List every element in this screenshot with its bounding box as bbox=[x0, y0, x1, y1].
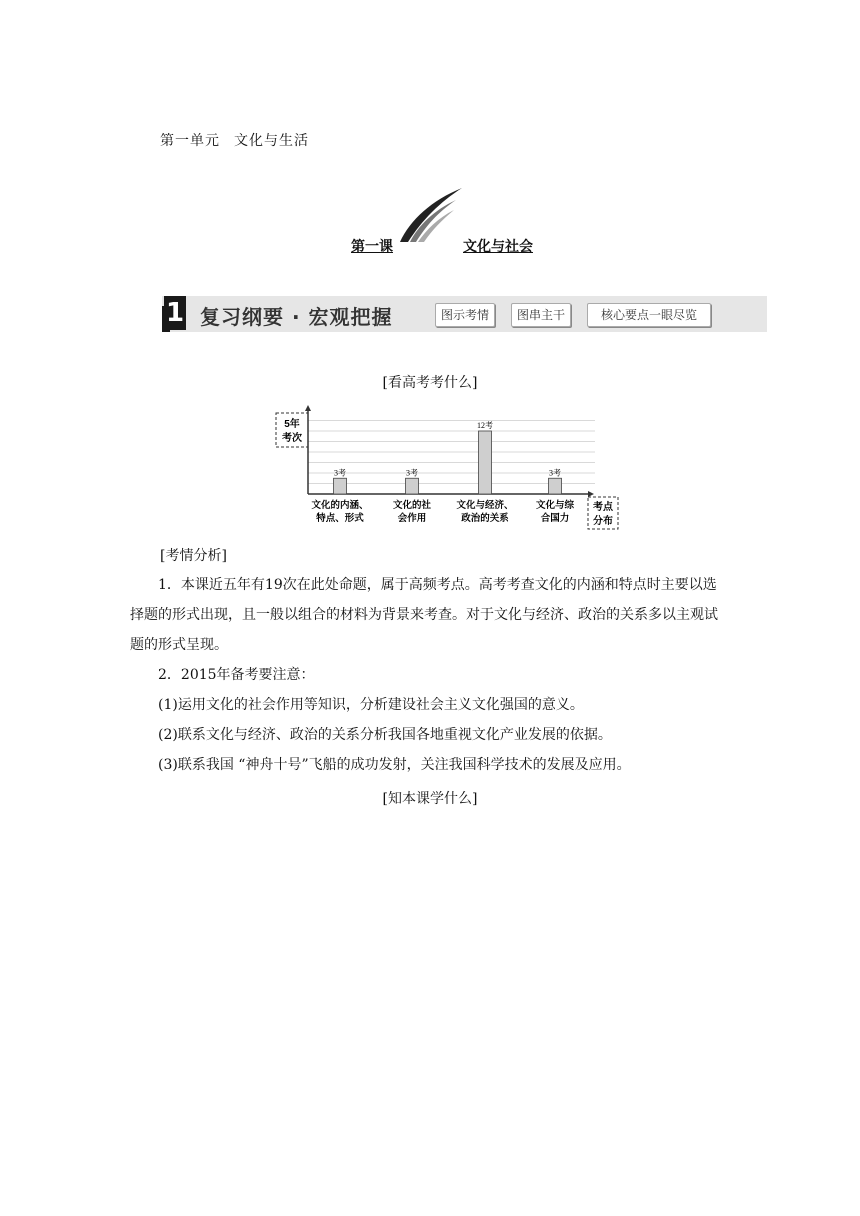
key-points-button[interactable]: 核心要点一眼尽览 bbox=[587, 303, 711, 327]
bar-data-label: 3考 bbox=[406, 468, 418, 478]
bar-data-label: 3考 bbox=[549, 468, 561, 478]
exam-heading: [看高考考什么] bbox=[382, 375, 478, 391]
category-label: 政治的关系 bbox=[461, 513, 509, 524]
y-axis-arrow bbox=[305, 405, 311, 411]
exam-frequency-chart bbox=[270, 405, 630, 530]
unit-name: 文化与生活 bbox=[234, 133, 309, 149]
exam-chart-button[interactable]: 图示考情 bbox=[435, 303, 495, 327]
analysis-paragraph-1: 1．本课近五年有19次在此处命题，属于高频考点。高考考查文化的内涵和特点时主要以选择题的形式出现，且一般以组合的材料为背景来考查。对于文化与经济、政治的关系多以主观试题的形式呈现。 bbox=[130, 577, 718, 653]
learn-heading: [知本课学什么] bbox=[382, 791, 478, 807]
bar bbox=[334, 478, 347, 494]
bar bbox=[406, 478, 419, 494]
category-label: 文化与综 bbox=[535, 500, 575, 511]
bar-data-label: 12考 bbox=[477, 421, 493, 430]
swoosh-icon bbox=[396, 186, 468, 246]
y-axis-label-line2: 考次 bbox=[282, 433, 302, 444]
review-banner bbox=[162, 296, 767, 332]
banner-title: 复习纲要 · 宏观把握 bbox=[200, 305, 393, 329]
analysis-item-1: (1)运用文化的社会作用等知识，分析建设社会主义文化强国的意义。 bbox=[158, 697, 584, 713]
category-label: 文化的内涵、 bbox=[311, 500, 369, 511]
category-label: 合国力 bbox=[540, 513, 570, 524]
x-axis-label-line2: 分布 bbox=[593, 516, 613, 527]
analysis-item-3: (3)联系我国 “神舟十号”飞船的成功发射，关注我国科学技术的发展及应用。 bbox=[158, 757, 631, 773]
analysis-heading: [考情分析] bbox=[160, 548, 227, 564]
x-axis-label-line1: 考点 bbox=[593, 502, 613, 513]
lesson-number: 第一课 bbox=[351, 239, 393, 255]
x-axis-arrow bbox=[588, 491, 594, 497]
bar-data-label: 3考 bbox=[334, 468, 346, 478]
bar bbox=[479, 431, 492, 494]
lesson-title: 文化与社会 bbox=[463, 239, 533, 255]
unit-label: 第一单元 bbox=[160, 133, 220, 149]
banner-number: 1 bbox=[165, 298, 185, 328]
bar bbox=[549, 478, 562, 494]
category-label: 文化的社 bbox=[392, 500, 432, 511]
chart-categories bbox=[311, 499, 574, 524]
main-thread-button[interactable]: 图串主干 bbox=[511, 303, 571, 327]
category-label: 文化与经济、 bbox=[456, 500, 514, 511]
analysis-paragraph-2: 2．2015年备考要注意： bbox=[158, 667, 315, 683]
category-label: 会作用 bbox=[397, 513, 427, 524]
analysis-item-2: (2)联系文化与经济、政治的关系分析我国各地重视文化产业发展的依据。 bbox=[158, 727, 612, 743]
unit-title bbox=[160, 130, 309, 150]
category-label: 特点、形式 bbox=[316, 513, 364, 524]
y-axis-label-line1: 5年 bbox=[284, 419, 300, 430]
